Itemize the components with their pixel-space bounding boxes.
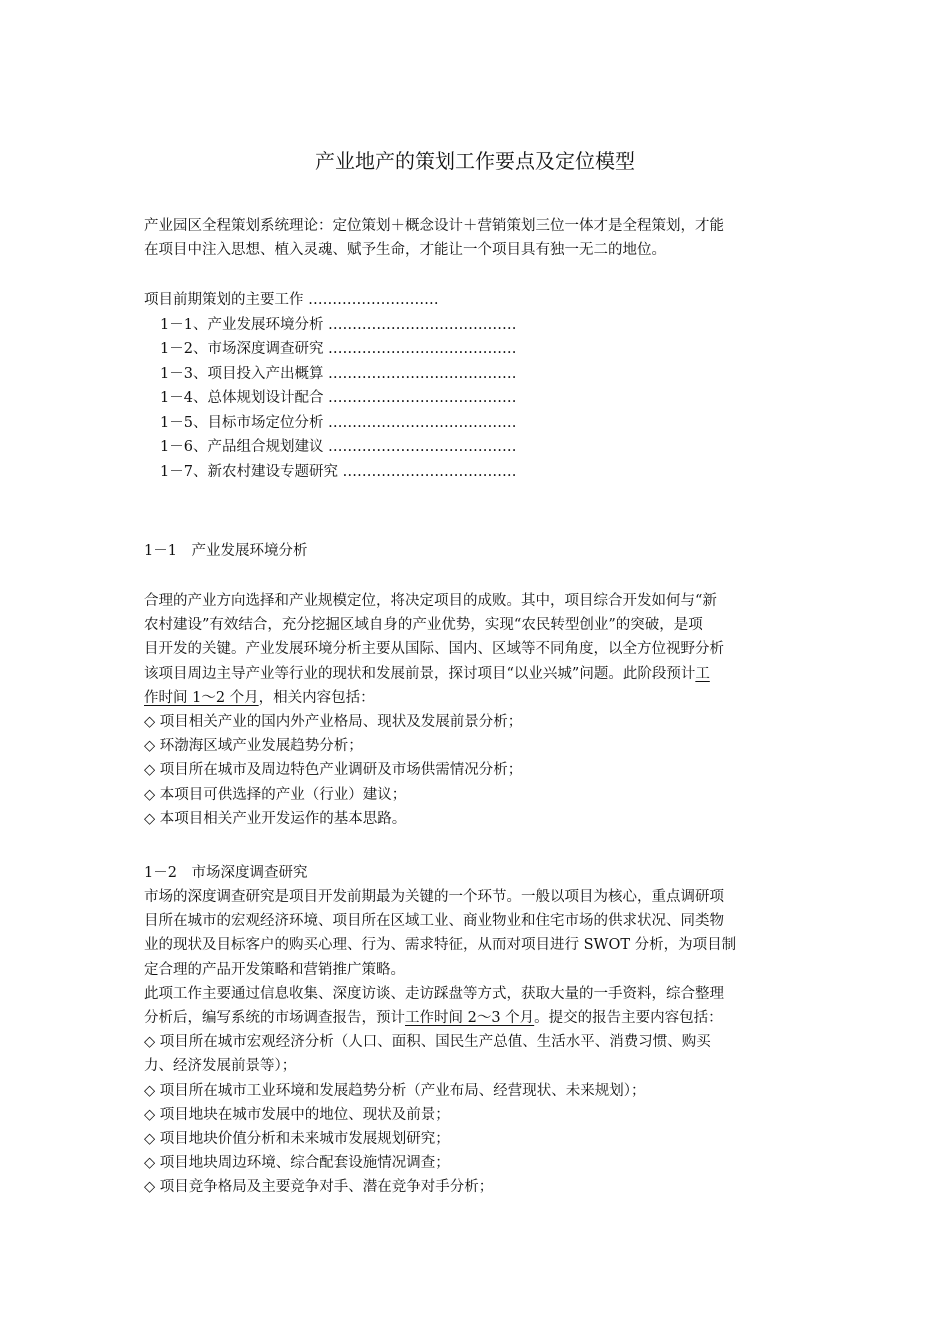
bullet-item: ◇ 项目地块周边环境、综合配套设施情况调查；	[144, 1155, 450, 1172]
paragraph-line: 定合理的产品开发策略和营销推广策略。	[144, 961, 405, 978]
bullet-item: ◇ 项目所在城市工业环境和发展趋势分析（产业布局、经营现状、未来规划）；	[144, 1082, 646, 1099]
underlined-duration: 工作时间 2～3 个月	[405, 1010, 535, 1027]
toc-main-item: 项目前期策划的主要工作 ………………………	[144, 292, 439, 308]
bullet-item: ◇ 本项目可供选择的产业（行业）建议；	[144, 786, 407, 803]
intro-line: 在项目中注入思想、植入灵魂、赋予生命，才能让一个项目具有独一无二的地位。	[144, 242, 666, 259]
page-title: 产业地产的策划工作要点及定位模型	[315, 149, 635, 173]
paragraph-line: 目所在城市的宏观经济环境、项目所在区域工业、商业物业和住宅市场的供求状况、同类物	[144, 913, 724, 930]
toc-item: 1－6、产品组合规划建议 …………………………………	[160, 439, 517, 455]
section-heading-1-2: 1－2 市场深度调查研究	[144, 865, 308, 881]
bullet-item: ◇ 项目竞争格局及主要竞争对手、潜在竞争对手分析；	[144, 1179, 494, 1196]
section-heading-1-1: 1－1 产业发展环境分析	[144, 543, 308, 559]
bullet-item: ◇ 本项目相关产业开发运作的基本思路。	[144, 810, 407, 827]
table-of-contents	[144, 288, 644, 484]
paragraph-line	[144, 686, 812, 710]
bullet-list	[144, 1030, 812, 1199]
toc-item: 1－2、市场深度调查研究 …………………………………	[160, 341, 517, 357]
bullet-item: ◇ 项目所在城市及周边特色产业调研及市场供需情况分析；	[144, 762, 523, 779]
paragraph-text: 该项目周边主导产业等行业的现状和发展前景，探讨项目“以业兴城”问题。此阶段预计	[144, 665, 696, 682]
paragraph-line	[144, 662, 812, 686]
bullet-item: ◇ 环渤海区域产业发展趋势分析；	[144, 738, 363, 755]
toc-item: 1－4、总体规划设计配合 …………………………………	[160, 390, 517, 406]
intro-line: 产业园区全程策划系统理论：定位策划＋概念设计＋营销策划三位一体才是全程策划，才能	[144, 218, 724, 234]
underlined-duration: 作时间 1～2 个月	[144, 689, 259, 706]
bullet-list	[144, 710, 812, 831]
paragraph-line: 业的现状及目标客户的购买心理、行为、需求特征，从而对项目进行 SWOT 分析，为项目制	[144, 937, 737, 954]
paragraph-line: 目开发的关键。产业发展环境分析主要从国际、国内、区域等不同角度，以全方位视野分析	[144, 641, 724, 658]
section-1-2-body	[144, 885, 812, 1200]
paragraph-text: 。提交的报告主要内容包括：	[534, 1010, 723, 1027]
paragraph-line: 合理的产业方向选择和产业规模定位，将决定项目的成败。其中，项目综合开发如何与“新	[144, 593, 717, 609]
underlined-duration: 工	[695, 665, 710, 682]
paragraph-line: 农村建设”有效结合，充分挖掘区域自身的产业优势，实现“农民转型创业”的突破，是项	[144, 617, 703, 634]
paragraph-line: 此项工作主要通过信息收集、深度访谈、走访踩盘等方式，获取大量的一手资料，综合整理	[144, 985, 724, 1002]
intro-paragraph	[144, 214, 812, 262]
paragraph-text: ，相关内容包括：	[258, 689, 375, 706]
bullet-item: 力、经济发展前景等）；	[144, 1058, 297, 1075]
paragraph-line: 市场的深度调查研究是项目开发前期最为关键的一个环节。一般以项目为核心，重点调研项	[144, 889, 724, 905]
toc-item: 1－1、产业发展环境分析 …………………………………	[160, 316, 517, 333]
section-1-1-body	[144, 589, 812, 831]
bullet-item: ◇ 项目所在城市宏观经济分析（人口、面积、国民生产总值、生活水平、消费习惯、购买	[144, 1034, 711, 1051]
toc-item: 1－5、目标市场定位分析 …………………………………	[160, 414, 517, 431]
bullet-item: ◇ 项目地块价值分析和未来城市发展规划研究；	[144, 1131, 450, 1148]
paragraph-text: 分析后，编写系统的市场调查报告，预计	[144, 1010, 405, 1027]
bullet-item: ◇ 项目地块在城市发展中的地位、现状及前景；	[144, 1106, 450, 1123]
paragraph-line	[144, 1006, 812, 1030]
toc-item: 1－7、新农村建设专题研究 ………………………………	[160, 463, 517, 480]
toc-item: 1－3、项目投入产出概算 …………………………………	[160, 365, 517, 382]
bullet-item: ◇ 项目相关产业的国内外产业格局、现状及发展前景分析；	[144, 714, 523, 731]
